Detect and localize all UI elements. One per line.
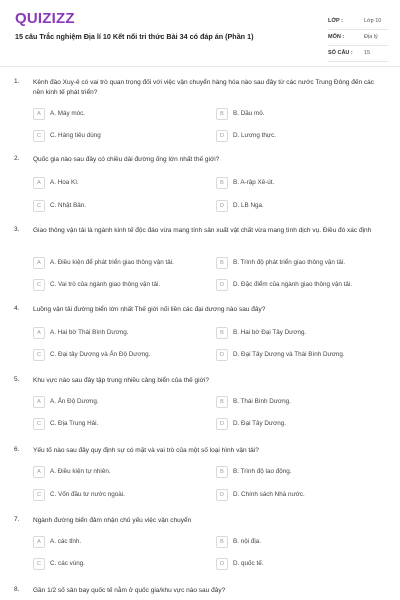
option-text: D. Chính sách Nhà nước. xyxy=(233,491,305,498)
question-text: Yếu tố nào sau đây quy định sự có mặt và vai trò của một số loại hình vận tải? xyxy=(33,447,259,454)
option-text: A. Điều kiện để phát triển giao thông vận tải. xyxy=(50,259,174,266)
option-letter-box: D xyxy=(216,200,228,212)
option-letter-box: D xyxy=(216,130,228,142)
meta-value: 15 xyxy=(364,50,371,56)
option-text: D. Lương thực. xyxy=(233,132,277,139)
worksheet-header xyxy=(0,0,400,66)
option-letter-box: B xyxy=(216,466,228,478)
option-letter-box: D xyxy=(216,349,228,361)
option-letter-box: A xyxy=(33,536,45,548)
question-number: 7. xyxy=(14,516,20,523)
question-text: Kênh đào Xuy-ê có vai trò quan trọng đối với việc vận chuyển hàng hóa nào sau đây từ các nước Trung Đông đến các nền kinh tế phát triển? xyxy=(33,79,374,96)
option-letter-box: C xyxy=(33,489,45,501)
option-letter-box: A xyxy=(33,108,45,120)
option-letter-box: C xyxy=(33,558,45,570)
question-number: 1. xyxy=(14,78,20,85)
option-letter-box: A xyxy=(33,396,45,408)
question-number: 5. xyxy=(14,376,20,383)
option-letter-box: A xyxy=(33,327,45,339)
option-letter-box: C xyxy=(33,349,45,361)
option-text: C. Địa Trung Hải. xyxy=(50,420,99,427)
option-text: A. Hai bờ Thái Bình Dương. xyxy=(50,329,129,336)
option-text: A. Hoa Kì. xyxy=(50,179,79,186)
option-letter-box: A xyxy=(33,257,45,269)
option-letter-box: B xyxy=(216,327,228,339)
meta-label: LỚP : xyxy=(328,18,343,24)
option-text: C. Đại tây Dương và Ấn Độ Dương. xyxy=(50,351,151,358)
question-text: Ngành đường biển đảm nhận chủ yếu việc vận chuyển xyxy=(33,517,192,524)
option-text: C. Nhật Bản. xyxy=(50,202,87,209)
option-text: C. Vai trò của ngành giao thông vận tải. xyxy=(50,281,161,288)
option-text: C. Vốn đầu tư nước ngoài. xyxy=(50,491,125,498)
option-text: B. Dầu mỏ. xyxy=(233,110,265,117)
option-text: D. LB Nga. xyxy=(233,202,264,209)
meta-row-subject xyxy=(328,30,388,46)
option-text: B. nội địa. xyxy=(233,538,262,545)
question-number: 2. xyxy=(14,155,20,162)
option-letter-box: D xyxy=(216,489,228,501)
option-letter-box: D xyxy=(216,279,228,291)
question-text: Luồng vận tải đường biển lớn nhất Thế giới nối liền các đại dương nào sau đây? xyxy=(33,306,266,313)
option-letter-box: B xyxy=(216,108,228,120)
question-number: 8. xyxy=(14,586,20,593)
meta-label: MÔN : xyxy=(328,34,345,40)
meta-value: Địa lý xyxy=(364,34,378,40)
option-text: A. Điều kiện tự nhiên. xyxy=(50,468,111,475)
option-letter-box: C xyxy=(33,418,45,430)
option-text: A. Ấn Độ Dương. xyxy=(50,398,99,405)
question-text: Quốc gia nào sau đây có chiều dài đường ống lớn nhất thế giới? xyxy=(33,156,220,163)
option-letter-box: B xyxy=(216,396,228,408)
question-text: Gần 1/2 số sân bay quốc tế nằm ở quốc gia/khu vực nào sau đây? xyxy=(33,587,226,594)
option-text: D. Đại Tây Dương. xyxy=(233,420,287,427)
option-text: C. Hàng tiêu dùng xyxy=(50,132,101,139)
option-letter-box: A xyxy=(33,177,45,189)
option-text: A. Máy móc. xyxy=(50,110,85,117)
option-text: D. Đại Tây Dương và Thái Bình Dương. xyxy=(233,351,345,358)
meta-label: SỐ CÂU : xyxy=(328,50,353,56)
quizizz-logo: QUIZIZZ xyxy=(15,10,75,27)
option-text: C. các vùng. xyxy=(50,560,85,567)
question-text: Khu vực nào sau đây tập trung nhiều cảng biển của thế giới? xyxy=(33,377,209,384)
question-text: Giao thông vận tải là ngành kinh tế độc đáo vừa mang tính sản xuất vật chất vừa mang tính dịch vụ. Điều đó xác định xyxy=(33,227,372,234)
meta-row-count xyxy=(328,46,388,62)
option-text: B. Thái Bình Dương. xyxy=(233,398,291,405)
question-number: 4. xyxy=(14,305,20,312)
option-letter-box: C xyxy=(33,130,45,142)
option-text: B. A-rập Xê-út. xyxy=(233,179,275,186)
question-number: 3. xyxy=(14,226,20,233)
option-letter-box: C xyxy=(33,279,45,291)
meta-panel xyxy=(328,14,388,62)
header-divider xyxy=(0,66,400,67)
option-letter-box: A xyxy=(33,466,45,478)
option-text: D. quốc tế. xyxy=(233,560,264,567)
page-title: 15 câu Trắc nghiệm Địa lí 10 Kết nối tri thức Bài 34 có đáp án (Phần 1) xyxy=(15,32,254,41)
option-letter-box: B xyxy=(216,536,228,548)
option-text: B. Hai bờ Đại Tây Dương. xyxy=(233,329,307,336)
option-letter-box: B xyxy=(216,177,228,189)
option-text: B. Trình độ phát triển giao thông vận tải. xyxy=(233,259,346,266)
option-letter-box: D xyxy=(216,558,228,570)
meta-value: Lớp 10 xyxy=(364,18,382,24)
option-letter-box: B xyxy=(216,257,228,269)
option-letter-box: D xyxy=(216,418,228,430)
option-text: A. các tỉnh. xyxy=(50,538,82,545)
option-text: D. Đặc điểm của ngành giao thông vận tải. xyxy=(233,281,353,288)
meta-row-class xyxy=(328,14,388,30)
question-number: 6. xyxy=(14,446,20,453)
option-text: B. Trình độ lao động. xyxy=(233,468,292,475)
option-letter-box: C xyxy=(33,200,45,212)
